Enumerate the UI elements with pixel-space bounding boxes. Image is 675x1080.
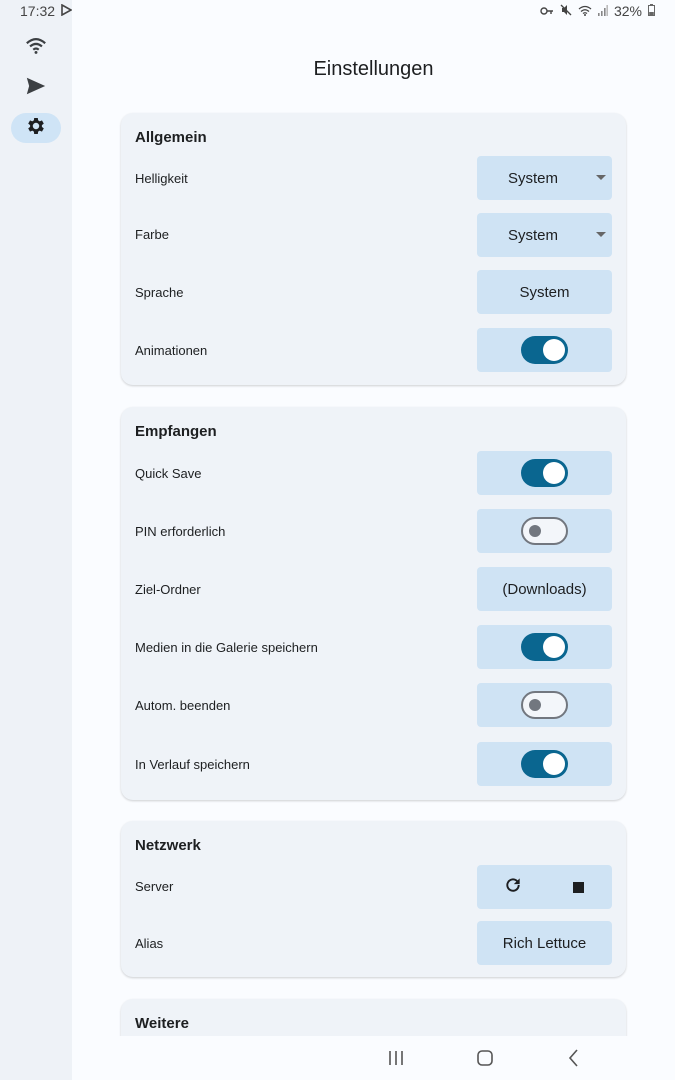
dropdown-arrow-icon bbox=[596, 232, 606, 237]
alias-label: Alias bbox=[135, 936, 164, 951]
play-store-icon bbox=[61, 3, 72, 19]
pin-control bbox=[477, 509, 612, 553]
back-icon bbox=[562, 1046, 586, 1070]
save-media-label: Medien in die Galerie speichern bbox=[135, 640, 318, 655]
toggle-knob bbox=[529, 525, 541, 537]
brightness-value: System bbox=[508, 169, 559, 187]
animations-toggle[interactable] bbox=[521, 336, 568, 364]
send-icon bbox=[25, 75, 47, 102]
toggle-knob bbox=[543, 339, 565, 361]
target-folder-label: Ziel-Ordner bbox=[135, 582, 201, 597]
target-folder-value: (Downloads) bbox=[502, 580, 587, 598]
nav-receive[interactable] bbox=[11, 33, 61, 63]
save-media-toggle[interactable] bbox=[521, 633, 568, 661]
card-title-other: Weitere bbox=[135, 1015, 189, 1032]
save-media-control bbox=[477, 625, 612, 669]
animations-control bbox=[477, 328, 612, 372]
card-title-general: Allgemein bbox=[135, 129, 207, 146]
settings-card-network bbox=[121, 821, 626, 977]
language-label: Sprache bbox=[135, 285, 184, 300]
dropdown-arrow-icon bbox=[596, 175, 606, 180]
key-icon bbox=[540, 3, 554, 19]
target-folder-button[interactable] bbox=[477, 567, 612, 611]
auto-finish-label: Autom. beenden bbox=[135, 698, 231, 713]
pin-label: PIN erforderlich bbox=[135, 524, 226, 539]
settings-card-general bbox=[121, 113, 626, 385]
language-button[interactable] bbox=[477, 270, 612, 314]
save-history-control bbox=[477, 742, 612, 786]
animations-label: Animationen bbox=[135, 343, 208, 358]
alias-button[interactable] bbox=[477, 921, 612, 965]
server-label: Server bbox=[135, 879, 174, 894]
mute-icon bbox=[560, 3, 572, 19]
page-title: Einstellungen bbox=[313, 58, 434, 80]
auto-finish-toggle[interactable] bbox=[521, 691, 568, 719]
alias-value: Rich Lettuce bbox=[502, 934, 587, 952]
card-title-network: Netzwerk bbox=[135, 837, 201, 854]
recent-apps-icon bbox=[384, 1046, 408, 1070]
recent-apps-button[interactable] bbox=[384, 1046, 408, 1070]
battery-icon bbox=[648, 3, 655, 19]
brightness-label: Helligkeit bbox=[135, 171, 188, 186]
color-value: System bbox=[508, 226, 559, 244]
stop-server-button[interactable] bbox=[573, 882, 584, 893]
status-time: 17:32 bbox=[20, 3, 56, 19]
server-controls bbox=[477, 865, 612, 909]
quick-save-toggle[interactable] bbox=[521, 459, 568, 487]
quick-save-control bbox=[477, 451, 612, 495]
settings-card-receive bbox=[121, 407, 626, 800]
nav-send[interactable] bbox=[11, 73, 61, 103]
gear-icon bbox=[25, 115, 47, 142]
nav-settings[interactable] bbox=[11, 113, 61, 143]
signal-icon bbox=[598, 3, 608, 19]
navigation-rail bbox=[0, 0, 72, 1080]
toggle-knob bbox=[543, 462, 565, 484]
refresh-icon bbox=[503, 875, 523, 895]
color-dropdown[interactable] bbox=[477, 213, 612, 257]
quick-save-label: Quick Save bbox=[135, 466, 202, 481]
restart-server-button[interactable] bbox=[503, 875, 523, 899]
color-label: Farbe bbox=[135, 227, 169, 242]
status-bar bbox=[0, 0, 675, 22]
home-icon bbox=[473, 1046, 497, 1070]
toggle-knob bbox=[529, 699, 541, 711]
wifi-status-icon bbox=[578, 3, 592, 19]
auto-finish-control bbox=[477, 683, 612, 727]
language-value: System bbox=[519, 283, 570, 301]
battery-percent: 32% bbox=[613, 3, 642, 19]
system-navigation-bar bbox=[72, 1036, 675, 1080]
brightness-dropdown[interactable] bbox=[477, 156, 612, 200]
back-button[interactable] bbox=[562, 1046, 586, 1070]
toggle-knob bbox=[543, 636, 565, 658]
wifi-icon bbox=[25, 35, 47, 62]
home-button[interactable] bbox=[473, 1046, 497, 1070]
toggle-knob bbox=[543, 753, 565, 775]
pin-toggle[interactable] bbox=[521, 517, 568, 545]
card-title-receive: Empfangen bbox=[135, 423, 217, 440]
save-history-toggle[interactable] bbox=[521, 750, 568, 778]
save-history-label: In Verlauf speichern bbox=[135, 757, 250, 772]
